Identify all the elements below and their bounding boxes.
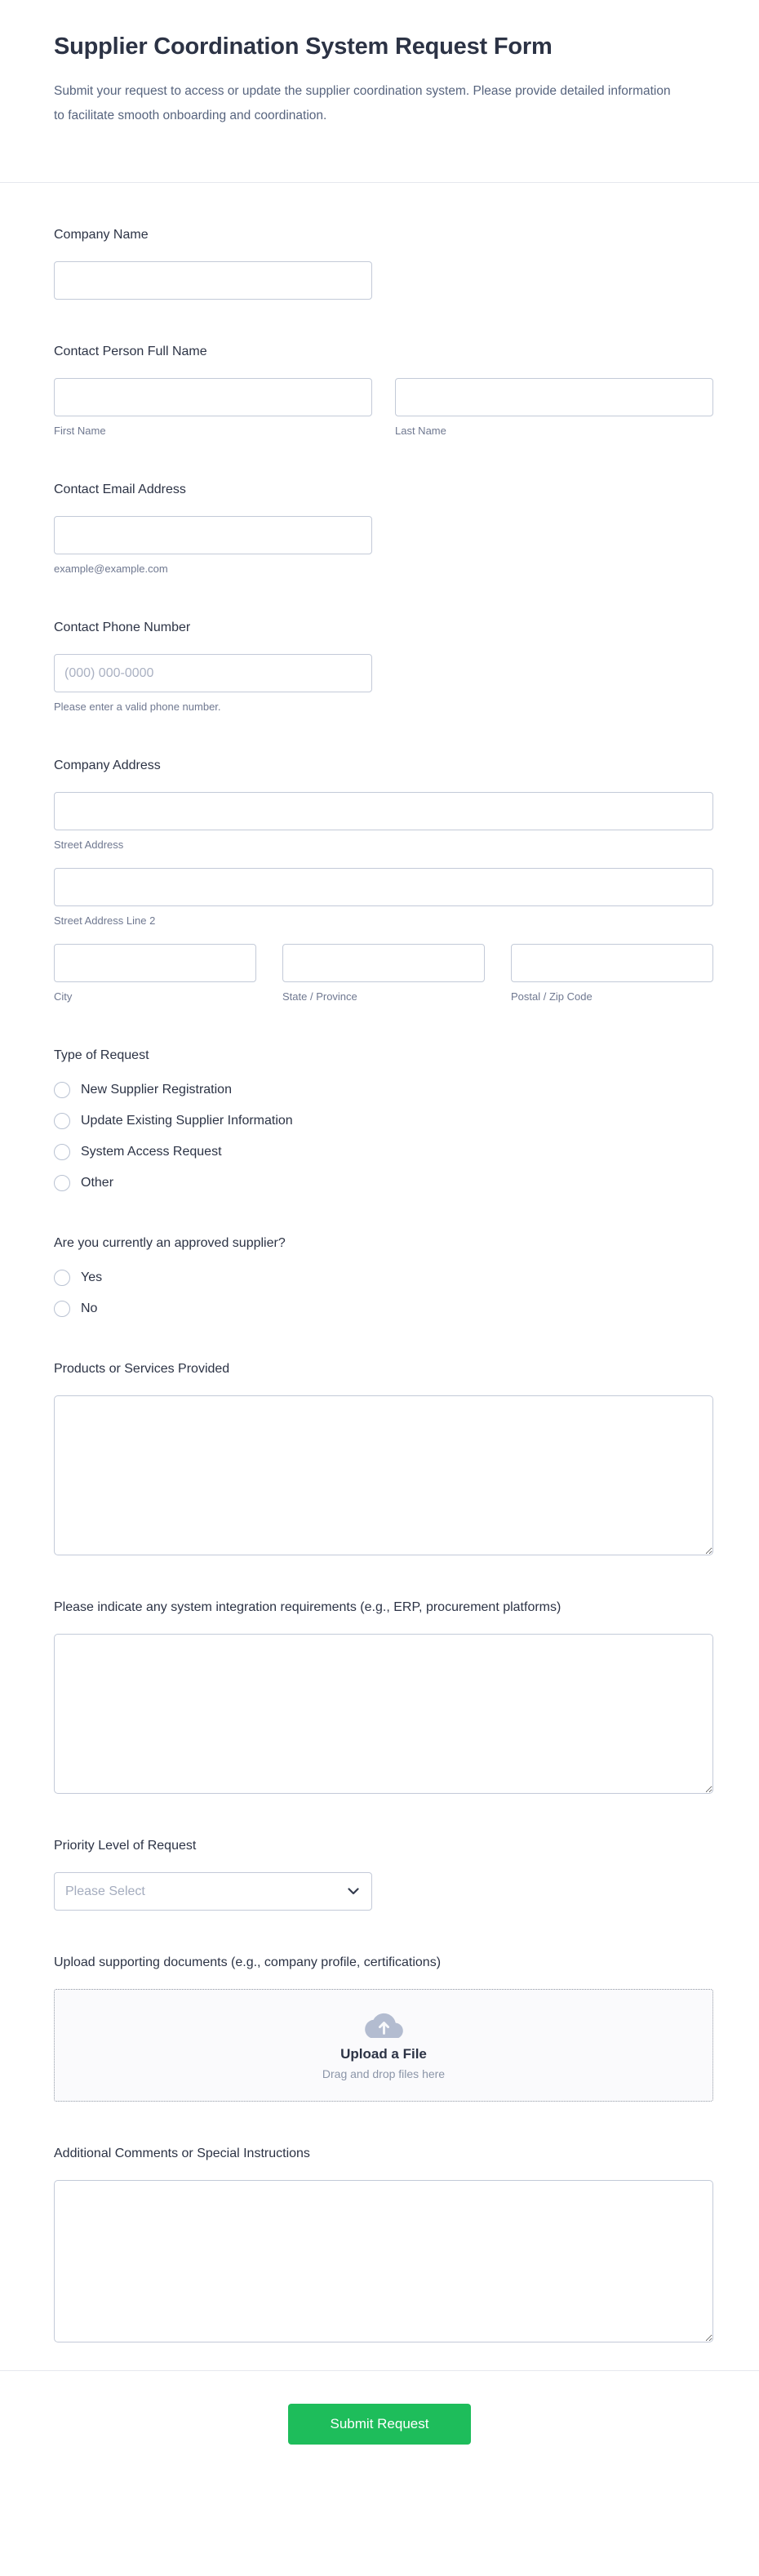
additional-comments-textarea[interactable] [54, 2180, 713, 2342]
question-integration-requirements [54, 1598, 713, 1794]
products-services-textarea[interactable] [54, 1395, 713, 1555]
question-products-services [54, 1359, 713, 1555]
question-upload-documents [54, 1953, 713, 2102]
priority-level-label: Priority Level of Request [54, 1839, 197, 1853]
radio-button[interactable] [54, 1113, 70, 1129]
first-name-sublabel: First Name [54, 425, 106, 437]
form-title: Supplier Coordination System Request Form [54, 33, 553, 60]
state-input[interactable] [282, 944, 485, 982]
form-body [0, 225, 759, 2342]
integration-requirements-label: Please indicate any system integration requirements (e.g., ERP, procurement platforms) [54, 1600, 561, 1614]
question-phone [54, 618, 713, 714]
radio-button[interactable] [54, 1270, 70, 1286]
zip-sublabel: Postal / Zip Code [511, 990, 593, 1003]
radio-button[interactable] [54, 1144, 70, 1160]
city-state-zip-row [54, 944, 713, 1003]
priority-level-select[interactable] [54, 1872, 372, 1911]
street-address-block [54, 792, 713, 852]
radio-option-label: New Supplier Registration [81, 1083, 232, 1097]
approved-supplier-option-no[interactable] [54, 1301, 97, 1317]
request-type-option-update-existing[interactable] [54, 1113, 293, 1129]
radio-option-label: Update Existing Supplier Information [81, 1114, 293, 1128]
submit-button[interactable]: Submit Request [288, 2404, 471, 2445]
first-name-col [54, 378, 372, 438]
contact-person-label: Contact Person Full Name [54, 345, 207, 358]
company-name-input[interactable] [54, 261, 372, 300]
question-additional-comments [54, 2144, 713, 2342]
zip-block [511, 944, 713, 1003]
question-priority-level [54, 1836, 713, 1911]
city-block [54, 944, 256, 1003]
cloud-upload-icon [365, 2010, 403, 2038]
email-sublabel: example@example.com [54, 563, 168, 575]
question-company-address [54, 756, 713, 1003]
city-sublabel: City [54, 990, 73, 1003]
approved-supplier-label: Are you currently an approved supplier? [54, 1236, 286, 1250]
products-services-label: Products or Services Provided [54, 1362, 230, 1376]
email-input[interactable] [54, 516, 372, 554]
question-contact-person [54, 342, 713, 438]
name-row [54, 378, 713, 438]
phone-input[interactable] [54, 654, 372, 692]
street-address2-input[interactable] [54, 868, 713, 906]
file-upload-dropzone[interactable] [54, 1989, 713, 2102]
last-name-sublabel: Last Name [395, 425, 446, 437]
radio-option-label: System Access Request [81, 1145, 222, 1159]
chevron-down-icon [348, 1888, 359, 1895]
email-label: Contact Email Address [54, 483, 186, 496]
form-subtitle: Submit your request to access or update the supplier coordination system. Please provide detailed information to facilitate smooth onboarding and coordination. [54, 84, 671, 122]
upload-documents-label: Upload supporting documents (e.g., company profile, certifications) [54, 1955, 442, 1969]
phone-sublabel: Please enter a valid phone number. [54, 701, 221, 713]
last-name-col [395, 378, 713, 438]
request-type-option-other[interactable] [54, 1175, 113, 1191]
form-header [0, 0, 759, 183]
question-request-type [54, 1046, 713, 1191]
question-email [54, 480, 713, 576]
company-name-label: Company Name [54, 228, 149, 242]
additional-comments-label: Additional Comments or Special Instructions [54, 2147, 310, 2160]
street-address2-sublabel: Street Address Line 2 [54, 914, 156, 927]
state-block [282, 944, 485, 1003]
request-type-label: Type of Request [54, 1048, 149, 1062]
radio-option-label: Yes [81, 1270, 103, 1284]
upload-file-button-text: Upload a File [340, 2045, 427, 2062]
company-address-label: Company Address [54, 759, 161, 772]
approved-supplier-option-yes[interactable] [54, 1270, 102, 1286]
request-type-option-system-access[interactable] [54, 1144, 222, 1160]
request-type-option-new-supplier[interactable] [54, 1082, 232, 1098]
city-input[interactable] [54, 944, 256, 982]
state-sublabel: State / Province [282, 990, 357, 1003]
question-company-name [54, 225, 713, 300]
street-address2-block [54, 868, 713, 928]
form-footer [0, 2370, 759, 2493]
upload-drag-drop-hint: Drag and drop files here [322, 2067, 446, 2080]
street-address-sublabel: Street Address [54, 839, 124, 851]
phone-label: Contact Phone Number [54, 621, 191, 634]
radio-option-label: Other [81, 1176, 114, 1190]
street-address-input[interactable] [54, 792, 713, 830]
last-name-input[interactable] [395, 378, 713, 416]
question-approved-supplier [54, 1234, 713, 1317]
radio-button[interactable] [54, 1301, 70, 1317]
radio-button[interactable] [54, 1175, 70, 1191]
integration-requirements-textarea[interactable] [54, 1634, 713, 1794]
radio-button[interactable] [54, 1082, 70, 1098]
select-selected-value: Please Select [65, 1884, 145, 1898]
first-name-input[interactable] [54, 378, 372, 416]
radio-option-label: No [81, 1301, 98, 1315]
zip-input[interactable] [511, 944, 713, 982]
